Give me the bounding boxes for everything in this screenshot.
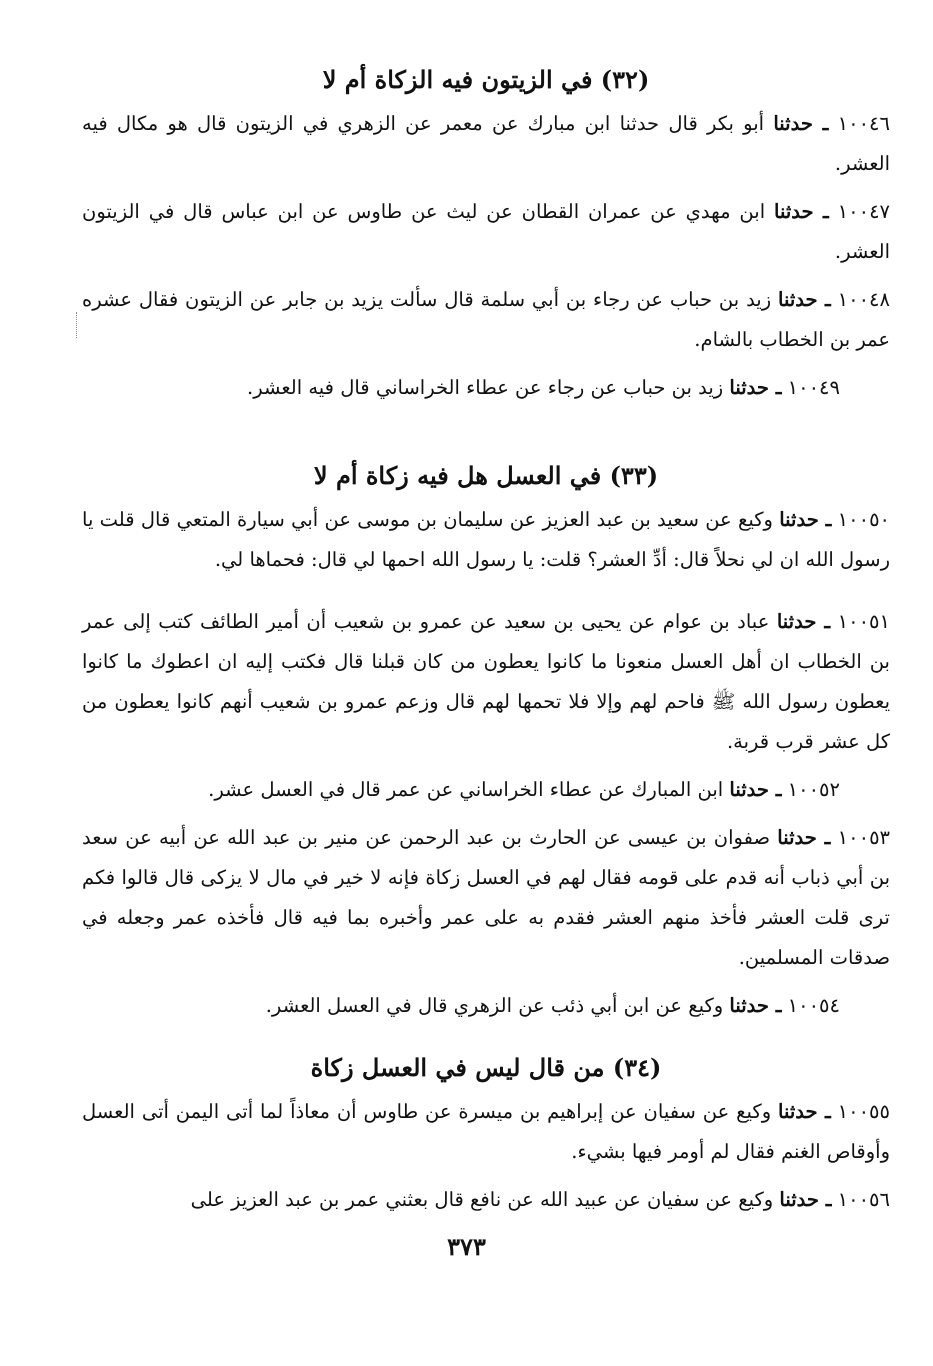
hadith-number: ١٠٠٥٢ (787, 778, 840, 801)
hadith-number: ١٠٠٤٨ (837, 288, 890, 311)
hadith-text: أبو بكر قال حدثنا ابن مبارك عن معمر عن الزهري في الزيتون قال هو مكال فيه العشر. (82, 112, 890, 175)
hadith-text: وكيع عن سعيد بن عبد العزيز عن سليمان بن موسى عن أبي سيارة المتعي قال قلت يا رسول الله ان لي نحلاً قال: أدِّ العشر؟ قلت: يا رسول الله احمها لي قال: فحماها لي. (82, 508, 890, 571)
hadith-lead: ـ حدثنا (774, 200, 829, 223)
hadith-number: ١٠٠٥٤ (787, 994, 840, 1017)
hadith-10047 (82, 192, 890, 272)
hadith-lead: ـ حدثنا (729, 376, 782, 399)
hadith-text: صفوان بن عيسى عن الحارث بن عبد الرحمن عن منير بن عبد الله عن أبيه عن سعد بن أبي ذباب أنه قدم على قومه فقال لهم في العسل زكاة فإنه لا خير في مال لا يزكى قال قالوا فكم ترى قلت العشر فأخذ منهم العشر فقدم به على عمر وأخبره بما فيه قال فأخذه عمر وجعله في صدقات المسلمين. (82, 826, 890, 969)
hadith-lead: ـ حدثنا (773, 112, 829, 135)
hadith-10052 (82, 770, 890, 810)
margin-scan-mark (76, 312, 79, 338)
hadith-number: ١٠٠٥١ (837, 610, 891, 633)
hadith-number: ١٠٠٤٦ (837, 112, 891, 135)
hadith-lead: ـ حدثنا (779, 1188, 832, 1211)
hadith-text: زيد بن حباب عن رجاء عن عطاء الخراساني قال فيه العشر. (247, 376, 724, 399)
hadith-10056 (82, 1180, 890, 1220)
section-heading-32: (٣٢) في الزيتون فيه الزكاة أم لا (322, 65, 650, 94)
page-number: ٣٧٣ (447, 1232, 486, 1261)
hadith-text: عباد بن عوام عن يحيى بن سعيد عن عمرو بن شعيب أن أمير الطائف كتب إلى عمر بن الخطاب ان أهل العسل منعونا ما كانوا يعطون من كان قبلنا قال فكتب إليه ان اعطوك ما كانوا يعطون رسول الله ﷺ فاحم لهم وإلا فلا تحمها لهم قال وزعم عمرو بن شعيب أنهم كانوا يعطون من كل عشر قرب قربة. (82, 610, 890, 753)
hadith-text: زيد بن حباب عن رجاء بن أبي سلمة قال سألت يزيد بن جابر عن الزيتون فقال عشره عمر بن الخطاب بالشام. (82, 288, 890, 351)
hadith-lead: ـ حدثنا (776, 610, 831, 633)
hadith-lead: ـ حدثنا (778, 1100, 831, 1123)
section-spacer (82, 1034, 890, 1048)
paragraph-spacer (82, 588, 890, 602)
hadith-lead: ـ حدثنا (729, 994, 782, 1017)
hadith-text: ابن المبارك عن عطاء الخراساني عن عمر قال في العسل عشر. (208, 778, 724, 801)
page-body (82, 60, 890, 1228)
hadith-number: ١٠٠٤٧ (837, 200, 891, 223)
hadith-10050 (82, 500, 890, 580)
hadith-number: ١٠٠٥٥ (837, 1100, 891, 1123)
hadith-text: وكيع عن ابن أبي ذئب عن الزهري قال في العسل العشر. (265, 994, 724, 1017)
hadith-text: وكيع عن سفيان عن إبراهيم بن ميسرة عن طاوس أن معاذاً لما أتى اليمن أتى العسل وأوقاص الغنم فقال لم أومر فيها بشيء. (82, 1100, 890, 1163)
section-spacer (82, 416, 890, 456)
hadith-text: وكيع عن سفيان عن عبيد الله عن نافع قال بعثني عمر بن عبد العزيز على (190, 1188, 774, 1211)
hadith-10048 (82, 280, 890, 360)
hadith-lead: ـ حدثنا (777, 826, 831, 849)
hadith-10055 (82, 1092, 890, 1172)
hadith-number: ١٠٠٤٩ (787, 376, 840, 399)
hadith-lead: ـ حدثنا (779, 508, 832, 531)
hadith-number: ١٠٠٥٣ (837, 826, 891, 849)
hadith-10054 (82, 986, 890, 1026)
hadith-text: ابن مهدي عن عمران القطان عن ليث عن طاوس عن ابن عباس قال في الزيتون العشر. (82, 200, 890, 263)
hadith-10049 (82, 368, 890, 408)
hadith-10046 (82, 104, 890, 184)
section-heading-33: (٣٣) في العسل هل فيه زكاة أم لا (313, 461, 659, 490)
hadith-number: ١٠٠٥٦ (837, 1188, 890, 1211)
hadith-lead: ـ حدثنا (729, 778, 782, 801)
hadith-number: ١٠٠٥٠ (837, 508, 891, 531)
section-heading-34: (٣٤) من قال ليس في العسل زكاة (310, 1053, 662, 1082)
hadith-10051 (82, 602, 890, 762)
hadith-lead: ـ حدثنا (778, 288, 831, 311)
hadith-10053 (82, 818, 890, 978)
